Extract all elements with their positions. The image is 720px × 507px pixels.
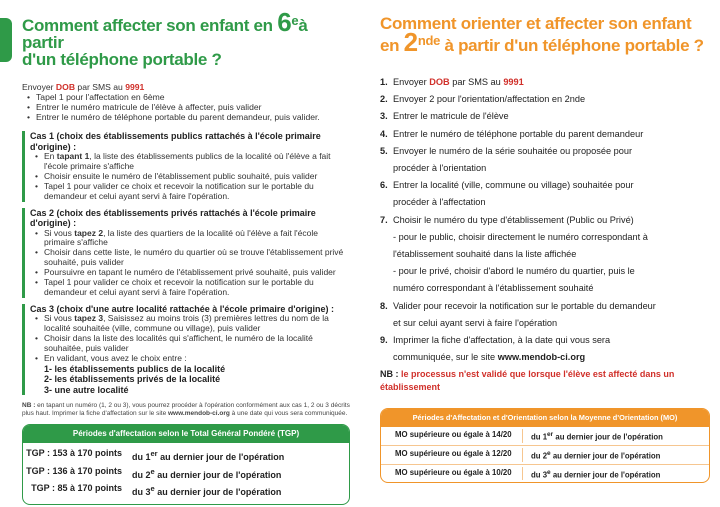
mo-range: MO supérieure ou égale à 10/20 (381, 467, 523, 481)
list-item (380, 108, 710, 125)
step-number: 2. (380, 94, 388, 105)
tgp-period (128, 482, 349, 500)
step-number (380, 194, 393, 211)
step-number (380, 349, 393, 366)
left-nb-text: en tapant un numéro (1, 2 ou 3), vous pourrez procéder à l'opération conformément aux cas 1, 2 ou 3 décrits plus haut. Imprimer la fiche d'affectation sur le site (22, 402, 350, 418)
list-item (380, 332, 710, 349)
cas3-b1-bold: tapez 3 (74, 313, 104, 324)
mo-period (523, 467, 709, 481)
tgp-period (128, 447, 349, 465)
step-text: Envoyer 2 pour l'orientation/affectation en 2nde (393, 94, 586, 105)
step-site: www.mendob-ci.org (497, 352, 586, 363)
step-number: 5. (380, 145, 388, 156)
step-text: et sur celui ayant servi à faire l'opération (393, 317, 558, 328)
left-nb-site: www.mendob-ci.org (168, 410, 230, 418)
step-number: 3. (380, 111, 388, 122)
step-text: Entrer la localité (ville, commune ou village) souhaitée pour (393, 180, 634, 191)
right-title-line1: Comment orienter et affecter son enfant (380, 14, 692, 33)
step-number: 6. (380, 180, 388, 191)
list-item (380, 143, 710, 160)
intro-prefix: Envoyer (22, 82, 56, 92)
cas1-bullet: • Choisir ensuite le numéro de l'établissement public souhaité, puis valider (30, 172, 350, 182)
step-text: Entrer le matricule de l'élève (393, 111, 509, 122)
table-row (381, 427, 709, 446)
left-nb (22, 402, 350, 418)
tgp-table-body (23, 443, 349, 504)
tgp-period (128, 465, 349, 483)
right-steps-list (380, 74, 710, 366)
period-sup: e (150, 466, 155, 476)
cas2-block (22, 208, 350, 298)
period-b: au dernier jour de l'opération (154, 469, 282, 480)
mo-range: MO supérieure ou égale à 12/20 (381, 448, 523, 462)
left-nb-end: à une date qui vous sera communiquée. (229, 410, 348, 418)
step-number (380, 263, 393, 280)
left-title-sup: e (291, 13, 299, 28)
period-a: du 3 (132, 487, 151, 498)
intro-line (22, 82, 350, 92)
tgp-table-header: Périodes d'affectation selon le Total Général Pondéré (TGP) (23, 425, 349, 443)
step-text: Envoyer le numéro de la série souhaitée ou proposée pour (393, 145, 633, 156)
left-title-big: 6 (277, 7, 292, 37)
cas3-option: 3- une autre localité (44, 384, 129, 395)
period-b: au dernier jour de l'opération (553, 433, 663, 443)
cas2-b1-bold: tapez 2 (74, 227, 104, 238)
period-b: au dernier jour de l'opération (157, 452, 285, 463)
intro-bullet: • Tapel 1 pour l'affectation en 6ème (22, 92, 350, 102)
left-intro (22, 82, 350, 122)
list-item (380, 160, 710, 177)
left-title-line2: d'un téléphone portable ? (22, 50, 222, 69)
cas1-b1-pre: En (44, 151, 57, 161)
step-num: 9991 (503, 77, 524, 87)
step-number (380, 315, 393, 332)
period-sup: e (547, 450, 551, 458)
step-text: Valider pour recevoir la notification sur le portable du demandeur (393, 300, 656, 311)
intro-number: 9991 (125, 82, 145, 92)
cas1-block (22, 131, 350, 202)
period-a: du 1 (132, 452, 151, 463)
cas3-bullet: • En validant, vous avez le choix entre : (30, 354, 350, 364)
table-row (381, 465, 709, 483)
list-item (380, 229, 710, 246)
cas3-block (22, 304, 350, 396)
list-item (380, 349, 710, 366)
left-title-part1: Comment affecter son enfant en (22, 16, 278, 35)
tgp-range: TGP : 136 à 170 points (26, 465, 122, 476)
cas2-title: Cas 2 (choix des établissements privés rattachés à l'école primaire d'origine) : (30, 207, 316, 229)
step-number: 8. (380, 300, 388, 311)
cas1-b1-bold: tapant 1 (56, 151, 90, 161)
table-row (23, 482, 349, 500)
cas3-option: 1- les établissements publics de la localité (44, 363, 226, 374)
step-text: Imprimer la fiche d'affectation, à la date qui vous sera (393, 335, 611, 346)
period-b: au dernier jour de l'opération (154, 487, 282, 498)
cas1-title: Cas 1 (choix des établissements publics rattachés à l'école primaire d'origine) : (30, 131, 321, 152)
cas3-bullet: • Choisir dans la liste des localités qui s'affichent, le numéro de la localité souhaitée, puis valider (30, 334, 350, 354)
step-text: - pour le public, choisir directement le numéro correspondant à (393, 231, 648, 242)
right-nb-label: NB : (380, 369, 401, 380)
step-text: - pour le privé, choisir d'abord le numéro du quartier, puis le (393, 266, 635, 277)
step-number: 1. (380, 77, 388, 87)
step-text (393, 74, 710, 91)
step-number: 7. (380, 214, 388, 225)
list-item (380, 74, 710, 91)
right-title-big: 2 (403, 27, 418, 57)
period-a: du 1 (531, 433, 548, 443)
list-item (380, 246, 710, 263)
intro-code: DOB (55, 82, 76, 92)
period-a: du 2 (132, 469, 151, 480)
left-column (22, 7, 350, 505)
intro-mid: par SMS au (75, 82, 126, 92)
cas3-option: 2- les établissements privés de la localité (44, 374, 221, 385)
mo-period (523, 429, 709, 443)
right-nb (380, 368, 710, 394)
list-item (380, 298, 710, 315)
mo-period (523, 448, 709, 462)
period-sup: e (150, 484, 155, 494)
cas3-b1-post: , Saisissez au moins trois (3) premières lettres du nom de la localité souhaitée (ville, commune ou village), puis valider (44, 313, 329, 334)
left-title (22, 7, 350, 69)
right-title-en: en (380, 36, 404, 55)
cas3-title: Cas 3 (choix d'une autre localité rattachée à l'école primaire d'origine) : (30, 303, 335, 314)
period-sup: e (547, 468, 551, 476)
step-text: procéder à l'affectation (393, 197, 486, 208)
cas2-bullet: • Choisir dans cette liste, le numéro du quartier où se trouve l'établissement privé souhaité, puis valider (30, 248, 350, 268)
mo-table-header: Périodes d'Affectation et d'Orientation selon la Moyenne d'Orientation (MO) (381, 409, 709, 427)
left-nb-label: NB : (22, 402, 36, 410)
step-text: Choisir le numéro du type d'établissement (Public ou Privé) (393, 214, 634, 225)
right-title-sup: nde (417, 33, 441, 48)
step-mid: par SMS au (449, 77, 504, 87)
tgp-range: TGP : 153 à 170 points (26, 448, 122, 459)
right-nb-text: le processus n'est validé que lorsque l'élève est affecté dans un établissement (380, 369, 675, 393)
list-item (380, 194, 710, 211)
right-title (380, 14, 710, 55)
cas1-b1-post: , la liste des établissements publics de la localité où l'élève a fait l'école primaire s'affiche (44, 151, 331, 171)
period-a: du 3 (531, 470, 548, 480)
table-row (381, 446, 709, 465)
right-title-rest: à partir d'un téléphone portable ? (440, 36, 704, 55)
cas1-bullet (30, 152, 350, 172)
period-sup: er (547, 431, 554, 439)
list-item (380, 315, 710, 332)
tgp-range: TGP : 85 à 170 points (31, 483, 122, 494)
step-number (380, 280, 393, 297)
intro-bullet: • Entrer le numéro de téléphone portable du parent demandeur, puis valider. (22, 112, 350, 122)
cas2-b1-pre: Si vous (44, 227, 75, 238)
step-number: 4. (380, 128, 388, 139)
step-number (380, 246, 393, 263)
list-item (380, 263, 710, 280)
step-text: procéder à l'orientation (393, 163, 487, 174)
step-text: Entrer le numéro de téléphone portable du parent demandeur (393, 128, 644, 139)
green-tab-decoration (0, 18, 12, 62)
period-b: au dernier jour de l'opération (550, 451, 661, 461)
step-pre: Envoyer (393, 77, 430, 87)
period-sup: er (150, 449, 158, 459)
step-text: l'établissement souhaité dans la liste affichée (393, 249, 577, 260)
cas3-b1-pre: Si vous (44, 313, 75, 324)
cas2-b1-post: , la liste des quartiers de la localité où l'élève a fait l'école primaire s'affiche (44, 227, 318, 248)
cas1-bullet: • Tapel 1 pour valider ce choix et recevoir la notification sur le portable du demandeur et celui ayant servi à faire l'opération. (30, 182, 350, 202)
table-row (23, 465, 349, 483)
step-text: numéro correspondant à l'établissement souhaité (393, 283, 594, 294)
step-number (380, 229, 393, 246)
right-column (380, 14, 710, 483)
cas3-bullet (30, 314, 350, 334)
left-title-part2: à partir (22, 16, 308, 52)
period-b: au dernier jour de l'opération (550, 470, 661, 480)
intro-bullet: • Entrer le numéro matricule de l'élève à affecter, puis valider (22, 102, 350, 112)
cas2-bullet: • Tapel 1 pour valider ce choix et recevoir la notification sur le portable du demandeur et celui ayant servi à faire l'opération. (30, 278, 350, 298)
table-row (23, 447, 349, 465)
list-item (380, 126, 710, 143)
list-item (380, 280, 710, 297)
list-item (380, 177, 710, 194)
mo-range: MO supérieure ou égale à 14/20 (381, 429, 523, 443)
list-item (380, 91, 710, 108)
step-number: 9. (380, 335, 388, 346)
period-a: du 2 (531, 451, 548, 461)
tgp-table (22, 424, 350, 505)
step-number (380, 160, 393, 177)
mo-table (380, 408, 710, 483)
step-text (393, 349, 710, 366)
cas2-bullet: • Poursuivre en tapant le numéro de l'établissement privé souhaité, puis valider (30, 268, 350, 278)
cas2-bullet (30, 229, 350, 249)
step-pre: communiquée, sur le site (393, 352, 498, 363)
list-item (380, 212, 710, 229)
step-code: DOB (429, 77, 450, 87)
